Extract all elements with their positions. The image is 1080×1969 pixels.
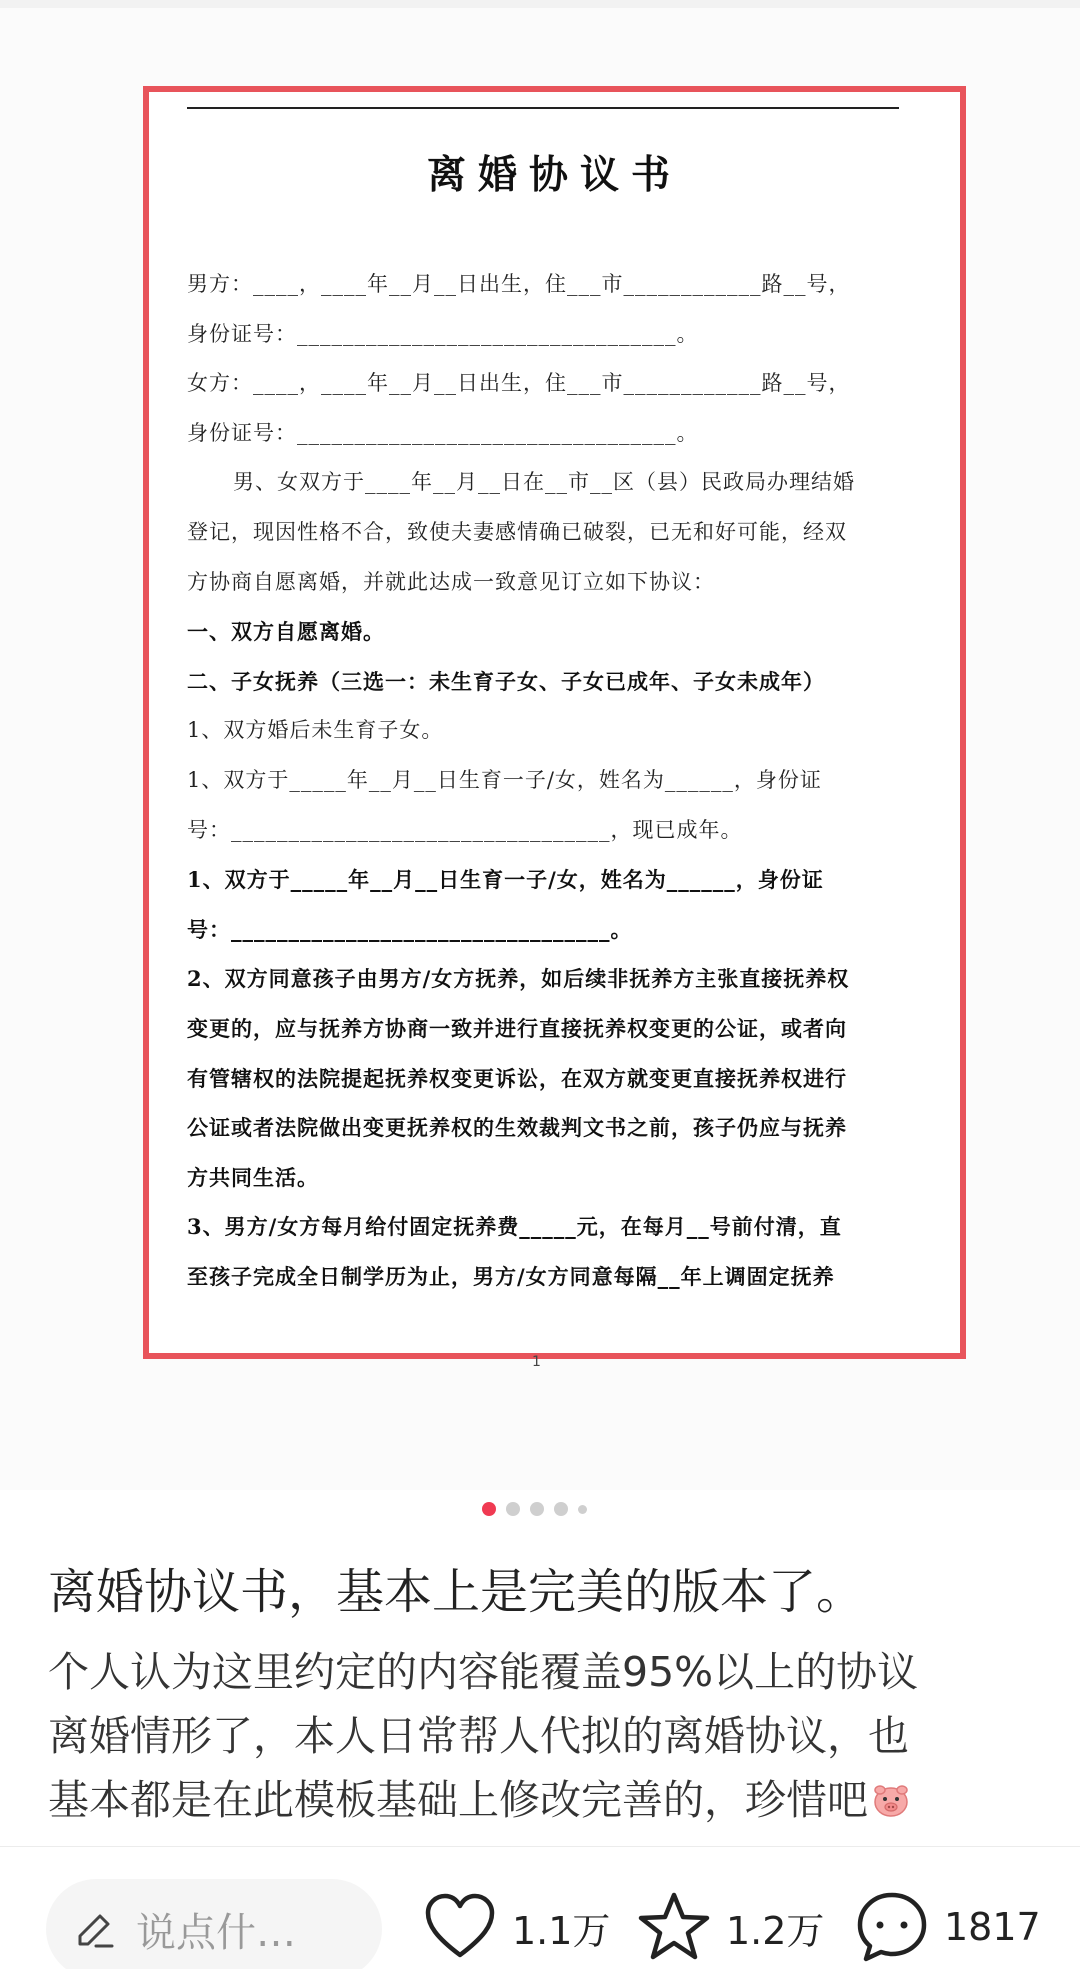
document-line: 身份证号：_________________________________。 <box>187 420 699 445</box>
carousel-dot <box>530 1502 544 1516</box>
chat-bubble-icon <box>854 1889 930 1965</box>
like-button[interactable] <box>422 1887 610 1967</box>
document-line: 变更的，应与抚养方协商一致并进行直接抚养权变更的公证，或者向 <box>187 1015 847 1041</box>
document-page-number: 1 <box>532 1354 541 1370</box>
document-line: 男方：____，____年__月__日出生，住___市____________路__号， <box>187 272 851 296</box>
pencil-icon <box>74 1908 116 1950</box>
document-line: 登记，现因性格不合，致使夫妻感情确已破裂，已无和好可能，经双 <box>187 519 847 544</box>
post-body-line: 个人认为这里约定的内容能覆盖95%以上的协议 <box>48 1648 919 1696</box>
post-title: 离婚协议书，基本上是完美的版本了。 <box>48 1564 865 1620</box>
comment-placeholder: 说点什… <box>136 1909 296 1956</box>
bottom-action-bar <box>0 1846 1080 1969</box>
comment-count: 1817 <box>944 1905 1041 1949</box>
comment-button[interactable] <box>854 1887 1041 1967</box>
document-line: 号：_________________________________，现已成年。 <box>187 817 743 842</box>
post-body <box>48 1640 1048 1832</box>
document-line: 女方：____，____年__月__日出生，住___市____________路__号， <box>187 371 851 396</box>
document-line: 至孩子完成全日制学历为止，男方/女方同意每隔__年上调固定抚养 <box>187 1263 835 1289</box>
document-line: 1、双方于_____年__月__日生育一子/女，姓名为______，身份证 <box>187 767 822 792</box>
document-line: 方协商自愿离婚，并就此达成一致意见订立如下协议： <box>187 569 715 594</box>
carousel-dot <box>482 1502 496 1516</box>
document-image <box>143 86 966 1359</box>
carousel-dot <box>578 1505 587 1514</box>
post-body-line-text: 基本都是在此模板基础上修改完善的，珍惜吧 <box>48 1776 868 1824</box>
document-title: 离婚协议书 <box>426 152 682 198</box>
post-body-line <box>48 1768 1048 1832</box>
document-line: 方共同生活。 <box>187 1164 319 1190</box>
document-top-rule <box>187 107 899 109</box>
document-line: 有管辖权的法院提起抚养权变更诉讼，在双方就变更直接抚养权进行 <box>187 1065 847 1091</box>
carousel-dot <box>554 1502 568 1516</box>
document-line: 二、子女抚养（三选一：未生育子女、子女已成年、子女未成年） <box>187 668 825 694</box>
document-line: 1、双方于_____年__月__日生育一子/女，姓名为______，身份证 <box>187 867 824 893</box>
star-icon <box>636 1889 712 1965</box>
heart-icon <box>422 1889 498 1965</box>
document-line: 身份证号：_________________________________。 <box>187 321 699 346</box>
document-line: 号：_________________________________。 <box>187 916 633 942</box>
post-body-line: 离婚情形了，本人日常帮人代拟的离婚协议，也 <box>48 1712 909 1760</box>
carousel-dot <box>506 1502 520 1516</box>
document-line: 公证或者法院做出变更抚养权的生效裁判文书之前，孩子仍应与抚养 <box>187 1115 847 1141</box>
carousel-indicator <box>482 1501 587 1517</box>
document-line: 3、男方/女方每月给付固定抚养费_____元，在每月__号前付清，直 <box>187 1214 842 1240</box>
document-line: 男、女双方于____年__月__日在__市__区（县）民政局办理结婚 <box>233 470 855 495</box>
document-line: 一、双方自愿离婚。 <box>187 619 385 645</box>
pig-face-icon <box>872 1784 910 1818</box>
comment-input[interactable] <box>46 1879 382 1969</box>
document-line: 1、双方婚后未生育子女。 <box>187 718 444 743</box>
like-count: 1.1万 <box>512 1908 611 1953</box>
document-line: 2、双方同意孩子由男方/女方抚养，如后续非抚养方主张直接抚养权 <box>187 966 850 992</box>
document-body <box>187 260 901 1301</box>
collect-count: 1.2万 <box>726 1908 825 1953</box>
collect-button[interactable] <box>636 1887 824 1967</box>
